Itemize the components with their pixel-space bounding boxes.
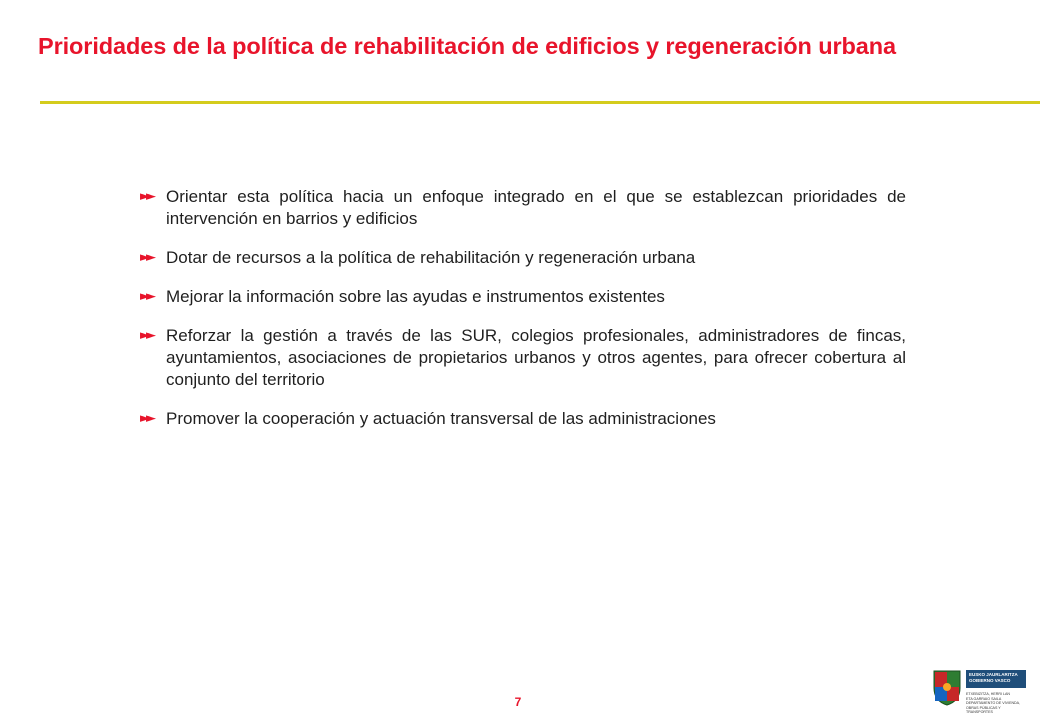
logo-dept-line: DEPARTAMENTO DE VIVIENDA,	[966, 701, 1021, 706]
page-number: 7	[514, 695, 522, 709]
logo-department-text	[966, 692, 1026, 715]
logo-name-line: EUSKO JAURLARITZA	[969, 672, 1018, 677]
bullet-item	[140, 247, 906, 269]
basque-government-crest-icon	[932, 668, 962, 706]
bullet-text: Orientar esta política hacia un enfoque integrado en el que se establezcan prioridades de intervención en barrios y edificios	[166, 187, 906, 228]
logo-dept-line: ETA GARRAIO SAILA	[966, 696, 1002, 701]
double-arrow-bullet-icon: ►►	[140, 189, 152, 204]
double-arrow-bullet-icon: ►►	[140, 289, 152, 304]
title-underline-rule	[40, 101, 1040, 104]
bullet-item	[140, 408, 906, 430]
double-arrow-bullet-icon: ►►	[140, 328, 152, 343]
logo-dept-line: ETXEBIZITZA, HERRI LAN	[966, 692, 1010, 696]
slide-title: Prioridades de la política de rehabilitación de edificios y regeneración urbana	[38, 33, 896, 59]
double-arrow-bullet-icon: ►►	[140, 250, 152, 265]
bullet-text: Dotar de recursos a la política de rehabilitación y regeneración urbana	[166, 248, 696, 267]
basque-government-logo	[932, 668, 1028, 715]
bullet-list	[140, 186, 906, 447]
logo-name-box	[966, 670, 1026, 688]
logo-dept-line: OBRAS PÚBLICAS Y TRANSPORTES	[966, 705, 1001, 715]
bullet-item	[140, 186, 906, 230]
bullet-text: Reforzar la gestión a través de las SUR, colegios profesionales, administradores de fincas, ayuntamientos, asociaciones de propietarios urbanos y otros agentes, para ofrecer cobertura al conjunto del territorio	[166, 326, 906, 389]
bullet-item	[140, 325, 906, 391]
bullet-item	[140, 286, 906, 308]
bullet-text: Promover la cooperación y actuación transversal de las administraciones	[166, 409, 716, 428]
bullet-text: Mejorar la información sobre las ayudas e instrumentos existentes	[166, 287, 665, 306]
logo-name-line: GOBIERNO VASCO	[969, 678, 1011, 683]
double-arrow-bullet-icon: ►►	[140, 411, 152, 426]
